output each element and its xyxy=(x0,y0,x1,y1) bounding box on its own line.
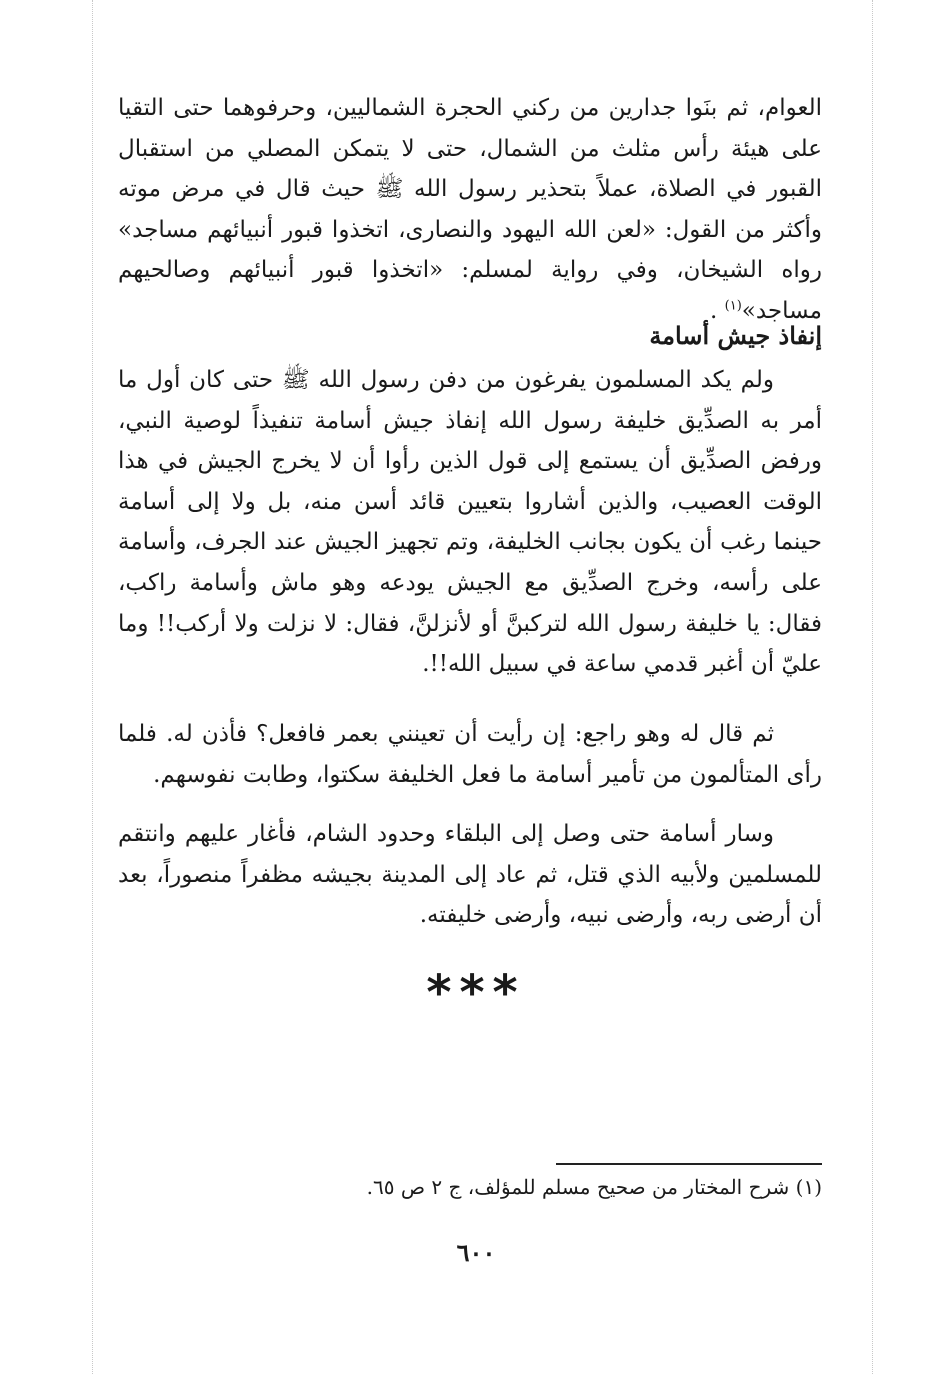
footnote: (١) شرح المختار من صحيح مسلم للمؤلف، ج ٢ ص ٦٥. xyxy=(366,1175,822,1199)
page-number: ٦٠٠ xyxy=(456,1238,496,1267)
page-edge-guide-left xyxy=(92,0,93,1374)
page-edge-guide-right xyxy=(872,0,873,1374)
paragraph-2: ولم يكد المسلمون يفرغون من دفن رسول الله ﷺ حتى كان أول ما أمر به الصدِّيق خليفة رسول الله إنفاذ جيش أسامة تنفيذاً لوصية النبي، ورفض الصدِّيق أن يستمع إلى قول الذين رأوا أن لا يخرج الجيش في هذا الوقت العصيب، والذين أشاروا بتعيين قائد أسن منه، بل ولا إلى أسامة حينما رغب أن يكون بجانب الخليفة، وتم تجهيز الجيش عند الجرف، وأسامة على رأسه، وخرج الصدِّيق مع الجيش يودعه وهو ماش وأسامة راكب، فقال: يا خليفة رسول الله لتركبنَّ أو لأنزلنَّ، فقال: لا نزلت ولا أركب!! وما عليّ أن أغبر قدمي ساعة في سبيل الله!!. xyxy=(118,367,822,678)
section-separator: *** xyxy=(426,965,526,1021)
paragraph-1 xyxy=(118,88,822,332)
paragraph-3: ثم قال له وهو راجع: إن رأيت أن تعينني بعمر فافعل؟ فأذن له. فلما رأى المتألمون من تأمير أسامة ما فعل الخليفة سكتوا، وطابت نفوسهم. xyxy=(118,721,822,788)
footnote-divider xyxy=(556,1163,822,1165)
footnote-reference: (١) xyxy=(724,298,742,314)
paragraph-4: وسار أسامة حتى وصل إلى البلقاء وحدود الشام، فأغار عليهم وانتقم للمسلمين ولأبيه الذي قتل، ثم عاد إلى المدينة بجيشه مظفراً منصوراً، بعد أن أرضى ربه، وأرضى نبيه، وأرضى خليفته. xyxy=(118,821,822,929)
paragraph-1-text: العوام، ثم بنَوا جدارين من ركني الحجرة الشماليين، وحرفوهما حتى التقيا على هيئة رأس مثلث من الشمال، حتى لا يتمكن المصلي من استقبال القبور في الصلاة، عملاً بتحذير رسول الله ﷺ حيث قال في مرض موته وأكثر من القول: «لعن الله اليهود والنصارى، اتخذوا قبور أنبيائهم مساجد» رواه الشيخان، وفي رواية لمسلم: «اتخذوا قبور أنبيائهم وصالحيهم مساجد» xyxy=(118,95,822,324)
paragraph-1-end: . xyxy=(710,297,725,324)
section-heading: إنفاذ جيش أسامة xyxy=(649,321,822,350)
